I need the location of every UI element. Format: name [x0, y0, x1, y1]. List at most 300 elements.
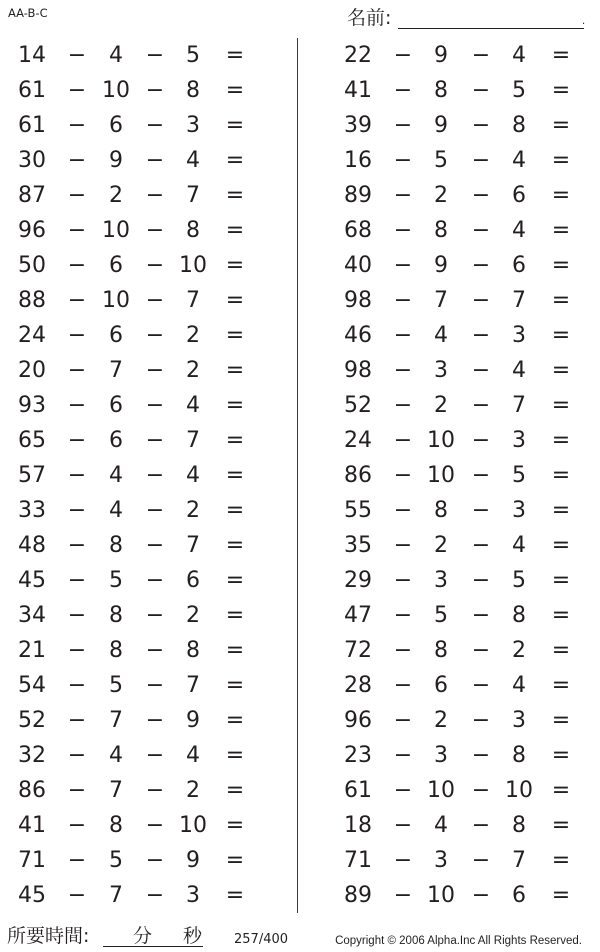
second-subtrahend: 4: [512, 533, 526, 558]
equals-sign: =: [225, 848, 245, 873]
minus-sign: −: [471, 323, 491, 348]
minus-sign: −: [67, 428, 87, 453]
equals-sign: =: [225, 43, 245, 68]
second-subtrahend: 4: [512, 218, 526, 243]
equals-sign: =: [225, 183, 245, 208]
second-subtrahend: 9: [186, 848, 200, 873]
second-subtrahend: 3: [512, 323, 526, 348]
second-subtrahend: 3: [186, 113, 200, 138]
minus-sign: −: [393, 218, 413, 243]
first-subtrahend: 10: [102, 218, 130, 243]
equals-sign: =: [551, 708, 571, 733]
seconds-label: 秒: [183, 925, 203, 947]
minuend: 71: [18, 848, 46, 873]
equals-sign: =: [225, 148, 245, 173]
minuend: 40: [344, 253, 372, 278]
minus-sign: −: [471, 568, 491, 593]
minuend: 23: [344, 743, 372, 768]
equals-sign: =: [551, 463, 571, 488]
first-subtrahend: 8: [109, 603, 123, 628]
equals-sign: =: [551, 218, 571, 243]
first-subtrahend: 4: [109, 43, 123, 68]
first-subtrahend: 3: [434, 568, 448, 593]
minuend: 61: [344, 778, 372, 803]
problem-row: [298, 566, 600, 596]
minuend: 96: [18, 218, 46, 243]
minus-sign: −: [471, 218, 491, 243]
minuend: 24: [344, 428, 372, 453]
second-subtrahend: 10: [179, 813, 207, 838]
minuend: 98: [344, 288, 372, 313]
problem-row: [298, 636, 600, 666]
minuend: 98: [344, 358, 372, 383]
first-subtrahend: 8: [434, 638, 448, 663]
second-subtrahend: 2: [512, 638, 526, 663]
minus-sign: −: [471, 463, 491, 488]
first-subtrahend: 8: [109, 638, 123, 663]
minus-sign: −: [471, 708, 491, 733]
second-subtrahend: 7: [186, 288, 200, 313]
minuend: 61: [18, 113, 46, 138]
minus-sign: −: [471, 743, 491, 768]
equals-sign: =: [551, 603, 571, 628]
minus-sign: −: [145, 463, 165, 488]
minus-sign: −: [393, 463, 413, 488]
minus-sign: −: [471, 148, 491, 173]
minuend: 41: [18, 813, 46, 838]
minuend: 16: [344, 148, 372, 173]
minuend: 93: [18, 393, 46, 418]
first-subtrahend: 7: [434, 288, 448, 313]
first-subtrahend: 3: [434, 358, 448, 383]
minus-sign: −: [145, 148, 165, 173]
first-subtrahend: 2: [109, 183, 123, 208]
first-subtrahend: 5: [109, 673, 123, 698]
equals-sign: =: [551, 498, 571, 523]
equals-sign: =: [225, 813, 245, 838]
problem-row: [298, 741, 600, 771]
minus-sign: −: [145, 848, 165, 873]
first-subtrahend: 6: [109, 113, 123, 138]
minus-sign: −: [393, 743, 413, 768]
problem-row: [0, 181, 297, 211]
first-subtrahend: 2: [434, 393, 448, 418]
first-subtrahend: 4: [109, 463, 123, 488]
equals-sign: =: [225, 428, 245, 453]
first-subtrahend: 9: [434, 113, 448, 138]
minus-sign: −: [67, 358, 87, 383]
second-subtrahend: 4: [186, 393, 200, 418]
first-subtrahend: 4: [109, 743, 123, 768]
minus-sign: −: [67, 743, 87, 768]
minus-sign: −: [67, 533, 87, 558]
first-subtrahend: 8: [109, 813, 123, 838]
problem-row: [298, 321, 600, 351]
equals-sign: =: [225, 533, 245, 558]
equals-sign: =: [225, 673, 245, 698]
minuend: 41: [344, 78, 372, 103]
second-subtrahend: 5: [186, 43, 200, 68]
second-subtrahend: 8: [512, 113, 526, 138]
problem-row: [298, 601, 600, 631]
minus-sign: −: [67, 43, 87, 68]
problem-row: [298, 706, 600, 736]
equals-sign: =: [551, 673, 571, 698]
minuend: 35: [344, 533, 372, 558]
second-subtrahend: 5: [512, 78, 526, 103]
problem-row: [298, 496, 600, 526]
minuend: 88: [18, 288, 46, 313]
minuend: 47: [344, 603, 372, 628]
first-subtrahend: 8: [109, 533, 123, 558]
problem-row: [298, 391, 600, 421]
second-subtrahend: 2: [186, 603, 200, 628]
right-problem-column: [298, 0, 600, 952]
equals-sign: =: [551, 533, 571, 558]
minus-sign: −: [471, 603, 491, 628]
equals-sign: =: [225, 883, 245, 908]
minus-sign: −: [393, 78, 413, 103]
minuend: 30: [18, 148, 46, 173]
second-subtrahend: 7: [512, 393, 526, 418]
first-subtrahend: 7: [109, 778, 123, 803]
time-required-label: 所要時間:: [7, 925, 90, 947]
first-subtrahend: 3: [434, 848, 448, 873]
second-subtrahend: 6: [512, 183, 526, 208]
equals-sign: =: [551, 393, 571, 418]
minus-sign: −: [145, 428, 165, 453]
minus-sign: −: [145, 708, 165, 733]
second-subtrahend: 2: [186, 778, 200, 803]
first-subtrahend: 3: [434, 743, 448, 768]
equals-sign: =: [225, 393, 245, 418]
problem-row: [298, 531, 600, 561]
minus-sign: −: [471, 813, 491, 838]
second-subtrahend: 7: [186, 428, 200, 453]
first-subtrahend: 8: [434, 498, 448, 523]
minus-sign: −: [393, 393, 413, 418]
problem-row: [0, 391, 297, 421]
problem-row: [0, 776, 297, 806]
equals-sign: =: [225, 218, 245, 243]
problem-row: [0, 881, 297, 911]
minus-sign: −: [471, 533, 491, 558]
equals-sign: =: [225, 638, 245, 663]
equals-sign: =: [551, 778, 571, 803]
problem-row: [0, 111, 297, 141]
problem-row: [0, 426, 297, 456]
problem-row: [0, 461, 297, 491]
minus-sign: −: [145, 568, 165, 593]
minus-sign: −: [393, 883, 413, 908]
equals-sign: =: [225, 743, 245, 768]
minuend: 14: [18, 43, 46, 68]
equals-sign: =: [551, 253, 571, 278]
problem-row: [298, 286, 600, 316]
problem-row: [0, 811, 297, 841]
first-subtrahend: 2: [434, 533, 448, 558]
minuend: 86: [18, 778, 46, 803]
first-subtrahend: 8: [434, 218, 448, 243]
problem-row: [298, 461, 600, 491]
problem-row: [0, 566, 297, 596]
second-subtrahend: 8: [186, 638, 200, 663]
equals-sign: =: [551, 113, 571, 138]
first-subtrahend: 7: [109, 358, 123, 383]
minus-sign: −: [67, 393, 87, 418]
problem-row: [0, 216, 297, 246]
second-subtrahend: 7: [186, 673, 200, 698]
first-subtrahend: 5: [109, 848, 123, 873]
minuend: 39: [344, 113, 372, 138]
minus-sign: −: [67, 568, 87, 593]
first-subtrahend: 2: [434, 708, 448, 733]
second-subtrahend: 10: [179, 253, 207, 278]
first-subtrahend: 4: [434, 813, 448, 838]
problem-row: [298, 76, 600, 106]
equals-sign: =: [551, 428, 571, 453]
minus-sign: −: [471, 673, 491, 698]
minus-sign: −: [393, 113, 413, 138]
minus-sign: −: [393, 148, 413, 173]
minus-sign: −: [145, 78, 165, 103]
minus-sign: −: [145, 183, 165, 208]
minus-sign: −: [471, 778, 491, 803]
minus-sign: −: [67, 498, 87, 523]
minuend: 29: [344, 568, 372, 593]
minuend: 87: [18, 183, 46, 208]
minus-sign: −: [393, 183, 413, 208]
first-subtrahend: 7: [109, 883, 123, 908]
name-line-end-mark: .: [582, 16, 586, 27]
page-counter: 257/400: [234, 932, 289, 947]
minus-sign: −: [471, 253, 491, 278]
minuend: 50: [18, 253, 46, 278]
problem-row: [298, 881, 600, 911]
minus-sign: −: [67, 148, 87, 173]
minus-sign: −: [471, 78, 491, 103]
left-problem-column: [0, 0, 297, 952]
first-subtrahend: 6: [434, 673, 448, 698]
problem-row: [0, 741, 297, 771]
problem-row: [0, 146, 297, 176]
minuend: 20: [18, 358, 46, 383]
minus-sign: −: [145, 743, 165, 768]
equals-sign: =: [225, 358, 245, 383]
first-subtrahend: 5: [434, 148, 448, 173]
minuend: 18: [344, 813, 372, 838]
first-subtrahend: 10: [427, 428, 455, 453]
equals-sign: =: [225, 778, 245, 803]
first-subtrahend: 10: [427, 883, 455, 908]
problem-row: [0, 76, 297, 106]
minus-sign: −: [393, 813, 413, 838]
first-subtrahend: 2: [434, 183, 448, 208]
equals-sign: =: [551, 813, 571, 838]
minus-sign: −: [393, 848, 413, 873]
problem-row: [0, 251, 297, 281]
problem-row: [298, 181, 600, 211]
second-subtrahend: 3: [512, 708, 526, 733]
first-subtrahend: 9: [434, 43, 448, 68]
minuend: 52: [344, 393, 372, 418]
minuend: 52: [18, 708, 46, 733]
minus-sign: −: [145, 323, 165, 348]
minus-sign: −: [145, 638, 165, 663]
first-subtrahend: 4: [434, 323, 448, 348]
minuend: 61: [18, 78, 46, 103]
minuend: 45: [18, 568, 46, 593]
first-subtrahend: 10: [102, 78, 130, 103]
equals-sign: =: [225, 253, 245, 278]
problem-row: [298, 251, 600, 281]
second-subtrahend: 4: [512, 43, 526, 68]
second-subtrahend: 9: [186, 708, 200, 733]
equals-sign: =: [551, 183, 571, 208]
first-subtrahend: 9: [434, 253, 448, 278]
minus-sign: −: [471, 288, 491, 313]
minus-sign: −: [393, 43, 413, 68]
problem-row: [298, 426, 600, 456]
second-subtrahend: 7: [186, 533, 200, 558]
minus-sign: −: [145, 813, 165, 838]
minus-sign: −: [145, 358, 165, 383]
minus-sign: −: [145, 288, 165, 313]
minuend: 28: [344, 673, 372, 698]
problem-row: [0, 531, 297, 561]
first-subtrahend: 6: [109, 253, 123, 278]
minus-sign: −: [145, 498, 165, 523]
minus-sign: −: [67, 323, 87, 348]
problem-row: [298, 776, 600, 806]
minus-sign: −: [471, 358, 491, 383]
problem-row: [0, 356, 297, 386]
first-subtrahend: 9: [109, 148, 123, 173]
minuend: 86: [344, 463, 372, 488]
minus-sign: −: [145, 253, 165, 278]
problem-row: [0, 496, 297, 526]
minus-sign: −: [471, 428, 491, 453]
problem-row: [0, 706, 297, 736]
second-subtrahend: 4: [186, 463, 200, 488]
second-subtrahend: 10: [505, 778, 533, 803]
minuend: 89: [344, 883, 372, 908]
equals-sign: =: [551, 43, 571, 68]
minus-sign: −: [67, 218, 87, 243]
problem-row: [0, 846, 297, 876]
minuend: 54: [18, 673, 46, 698]
second-subtrahend: 2: [186, 498, 200, 523]
minuend: 65: [18, 428, 46, 453]
minuend: 22: [344, 43, 372, 68]
first-subtrahend: 8: [434, 78, 448, 103]
minus-sign: −: [67, 778, 87, 803]
minus-sign: −: [67, 113, 87, 138]
minus-sign: −: [471, 498, 491, 523]
second-subtrahend: 4: [186, 148, 200, 173]
minus-sign: −: [67, 813, 87, 838]
minus-sign: −: [67, 78, 87, 103]
equals-sign: =: [551, 848, 571, 873]
second-subtrahend: 2: [186, 323, 200, 348]
second-subtrahend: 6: [186, 568, 200, 593]
minuend: 34: [18, 603, 46, 628]
problem-row: [298, 111, 600, 141]
second-subtrahend: 8: [186, 218, 200, 243]
minuend: 72: [344, 638, 372, 663]
first-subtrahend: 5: [434, 603, 448, 628]
equals-sign: =: [551, 288, 571, 313]
minus-sign: −: [67, 288, 87, 313]
equals-sign: =: [551, 78, 571, 103]
first-subtrahend: 6: [109, 393, 123, 418]
minus-sign: −: [471, 113, 491, 138]
minus-sign: −: [393, 673, 413, 698]
second-subtrahend: 7: [512, 288, 526, 313]
second-subtrahend: 8: [512, 603, 526, 628]
minus-sign: −: [393, 533, 413, 558]
second-subtrahend: 3: [512, 498, 526, 523]
equals-sign: =: [225, 113, 245, 138]
second-subtrahend: 4: [186, 743, 200, 768]
first-subtrahend: 4: [109, 498, 123, 523]
minuend: 96: [344, 708, 372, 733]
sheet-code: AA-B-C: [8, 6, 48, 20]
minutes-label: 分: [133, 925, 153, 947]
second-subtrahend: 5: [512, 568, 526, 593]
minus-sign: −: [145, 673, 165, 698]
minus-sign: −: [471, 848, 491, 873]
equals-sign: =: [225, 463, 245, 488]
minus-sign: −: [145, 113, 165, 138]
minus-sign: −: [67, 603, 87, 628]
problem-row: [0, 286, 297, 316]
equals-sign: =: [225, 603, 245, 628]
equals-sign: =: [551, 358, 571, 383]
minuend: 68: [344, 218, 372, 243]
minuend: 55: [344, 498, 372, 523]
minus-sign: −: [145, 533, 165, 558]
first-subtrahend: 6: [109, 428, 123, 453]
minuend: 33: [18, 498, 46, 523]
minus-sign: −: [471, 638, 491, 663]
minuend: 21: [18, 638, 46, 663]
equals-sign: =: [551, 743, 571, 768]
second-subtrahend: 5: [512, 463, 526, 488]
minuend: 46: [344, 323, 372, 348]
equals-sign: =: [225, 78, 245, 103]
minus-sign: −: [67, 183, 87, 208]
minus-sign: −: [471, 393, 491, 418]
equals-sign: =: [225, 708, 245, 733]
second-subtrahend: 3: [512, 428, 526, 453]
minuend: 89: [344, 183, 372, 208]
first-subtrahend: 6: [109, 323, 123, 348]
minus-sign: −: [67, 848, 87, 873]
minuend: 32: [18, 743, 46, 768]
problem-row: [298, 671, 600, 701]
equals-sign: =: [551, 883, 571, 908]
minus-sign: −: [67, 253, 87, 278]
minus-sign: −: [393, 568, 413, 593]
second-subtrahend: 3: [186, 883, 200, 908]
copyright-notice: Copyright © 2006 Alpha.Inc All Rights Reserved.: [335, 935, 582, 947]
minus-sign: −: [393, 428, 413, 453]
minus-sign: −: [393, 498, 413, 523]
second-subtrahend: 4: [512, 673, 526, 698]
problem-row: [0, 321, 297, 351]
second-subtrahend: 8: [186, 78, 200, 103]
